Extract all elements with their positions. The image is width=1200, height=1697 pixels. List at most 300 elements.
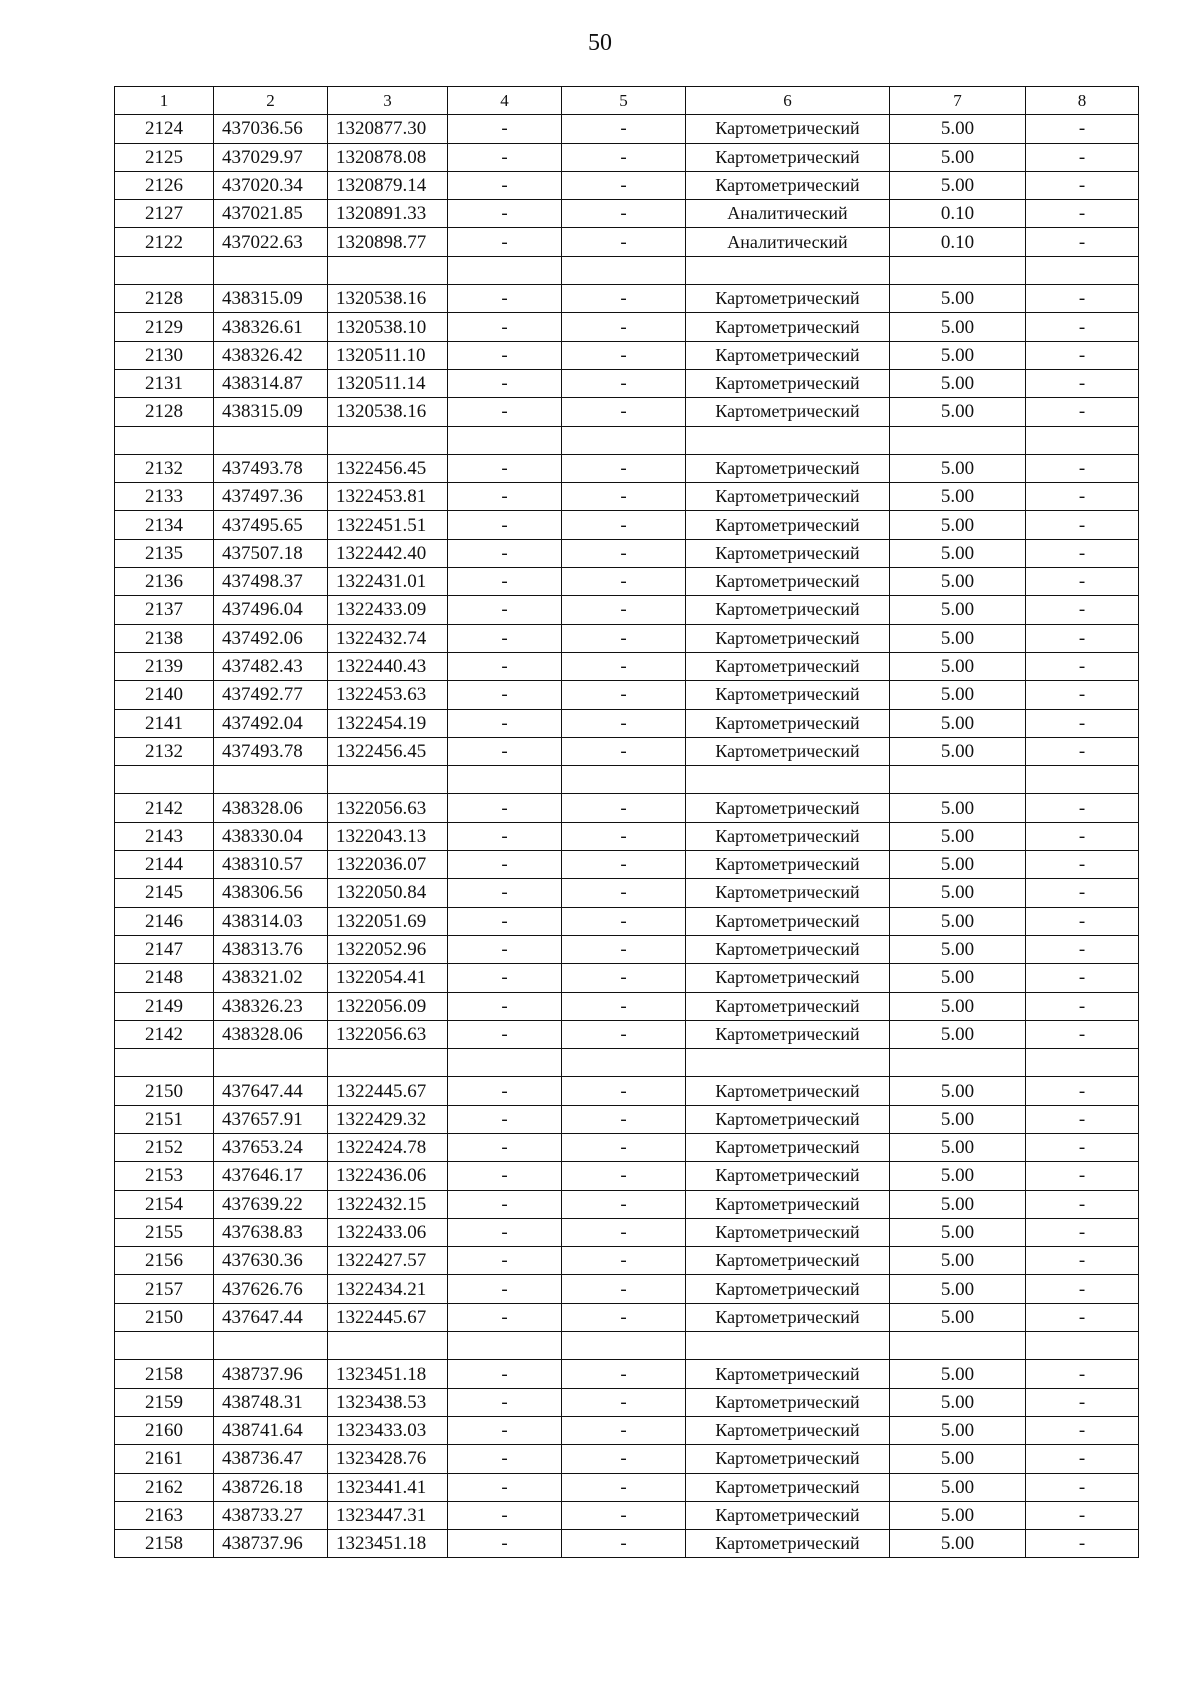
method-cell: Картометрический — [686, 1247, 890, 1275]
x-coordinate-cell: 438736.47 — [214, 1445, 328, 1473]
col5-cell — [562, 1332, 686, 1360]
col5-cell: - — [562, 1473, 686, 1501]
method-cell: Картометрический — [686, 624, 890, 652]
col5-cell: - — [562, 935, 686, 963]
point-number-cell: 2162 — [115, 1473, 214, 1501]
x-coordinate-cell: 438748.31 — [214, 1388, 328, 1416]
method-cell: Картометрический — [686, 1473, 890, 1501]
table-row — [115, 341, 1139, 369]
table-row — [115, 709, 1139, 737]
method-cell: Картометрический — [686, 1133, 890, 1161]
col8-cell: - — [1026, 1162, 1139, 1190]
x-coordinate-cell: 438321.02 — [214, 964, 328, 992]
col4-cell: - — [448, 1416, 562, 1444]
col5-cell: - — [562, 1020, 686, 1048]
x-coordinate-cell: 437493.78 — [214, 737, 328, 765]
col4-cell: - — [448, 1303, 562, 1331]
col4-cell: - — [448, 398, 562, 426]
accuracy-cell: 5.00 — [890, 652, 1026, 680]
y-coordinate-cell: 1323451.18 — [328, 1360, 448, 1388]
table-row — [115, 115, 1139, 143]
method-cell: Картометрический — [686, 1105, 890, 1133]
y-coordinate-cell: 1322043.13 — [328, 822, 448, 850]
column-header: 6 — [686, 87, 890, 115]
accuracy-cell: 5.00 — [890, 398, 1026, 426]
y-coordinate-cell: 1320538.16 — [328, 398, 448, 426]
point-number-cell: 2150 — [115, 1077, 214, 1105]
x-coordinate-cell: 437626.76 — [214, 1275, 328, 1303]
point-number-cell — [115, 1332, 214, 1360]
col5-cell: - — [562, 1530, 686, 1558]
y-coordinate-cell: 1322453.81 — [328, 483, 448, 511]
accuracy-cell: 5.00 — [890, 1247, 1026, 1275]
separator-row — [115, 1332, 1139, 1360]
y-coordinate-cell: 1323451.18 — [328, 1530, 448, 1558]
table-row — [115, 1530, 1139, 1558]
table-row — [115, 539, 1139, 567]
y-coordinate-cell — [328, 1049, 448, 1077]
accuracy-cell: 0.10 — [890, 200, 1026, 228]
page-number: 50 — [588, 30, 612, 56]
col8-cell: - — [1026, 369, 1139, 397]
method-cell: Картометрический — [686, 1190, 890, 1218]
accuracy-cell: 5.00 — [890, 596, 1026, 624]
point-number-cell: 2161 — [115, 1445, 214, 1473]
x-coordinate-cell: 437036.56 — [214, 115, 328, 143]
col8-cell: - — [1026, 1218, 1139, 1246]
table-row — [115, 1473, 1139, 1501]
point-number-cell: 2155 — [115, 1218, 214, 1246]
col5-cell: - — [562, 1218, 686, 1246]
col5-cell: - — [562, 624, 686, 652]
col4-cell: - — [448, 115, 562, 143]
point-number-cell: 2133 — [115, 483, 214, 511]
accuracy-cell — [890, 1049, 1026, 1077]
x-coordinate-cell: 438326.42 — [214, 341, 328, 369]
method-cell: Картометрический — [686, 737, 890, 765]
table-row — [115, 171, 1139, 199]
point-number-cell: 2149 — [115, 992, 214, 1020]
col4-cell: - — [448, 369, 562, 397]
col8-cell: - — [1026, 511, 1139, 539]
method-cell: Картометрический — [686, 1360, 890, 1388]
method-cell — [686, 1049, 890, 1077]
column-header: 5 — [562, 87, 686, 115]
x-coordinate-cell: 438314.87 — [214, 369, 328, 397]
col4-cell: - — [448, 341, 562, 369]
method-cell: Аналитический — [686, 200, 890, 228]
method-cell: Картометрический — [686, 171, 890, 199]
y-coordinate-cell: 1320877.30 — [328, 115, 448, 143]
y-coordinate-cell: 1323447.31 — [328, 1501, 448, 1529]
y-coordinate-cell: 1322427.57 — [328, 1247, 448, 1275]
point-number-cell: 2137 — [115, 596, 214, 624]
table-row — [115, 1360, 1139, 1388]
accuracy-cell: 5.00 — [890, 1105, 1026, 1133]
method-cell: Картометрический — [686, 1445, 890, 1473]
col8-cell: - — [1026, 1530, 1139, 1558]
y-coordinate-cell — [328, 256, 448, 284]
y-coordinate-cell: 1322442.40 — [328, 539, 448, 567]
col5-cell: - — [562, 341, 686, 369]
x-coordinate-cell: 437482.43 — [214, 652, 328, 680]
col5-cell: - — [562, 964, 686, 992]
accuracy-cell: 5.00 — [890, 935, 1026, 963]
col8-cell: - — [1026, 1275, 1139, 1303]
accuracy-cell: 5.00 — [890, 1360, 1026, 1388]
col4-cell: - — [448, 1530, 562, 1558]
col5-cell: - — [562, 285, 686, 313]
accuracy-cell: 5.00 — [890, 285, 1026, 313]
y-coordinate-cell: 1322456.45 — [328, 737, 448, 765]
col8-cell: - — [1026, 1077, 1139, 1105]
accuracy-cell: 5.00 — [890, 907, 1026, 935]
point-number-cell: 2146 — [115, 907, 214, 935]
method-cell: Картометрический — [686, 1020, 890, 1048]
accuracy-cell: 5.00 — [890, 1445, 1026, 1473]
point-number-cell: 2124 — [115, 115, 214, 143]
point-number-cell: 2122 — [115, 228, 214, 256]
accuracy-cell: 5.00 — [890, 1190, 1026, 1218]
table-row — [115, 1501, 1139, 1529]
col5-cell: - — [562, 879, 686, 907]
col4-cell: - — [448, 1501, 562, 1529]
x-coordinate-cell — [214, 256, 328, 284]
method-cell: Картометрический — [686, 652, 890, 680]
x-coordinate-cell — [214, 426, 328, 454]
method-cell: Картометрический — [686, 1501, 890, 1529]
accuracy-cell: 5.00 — [890, 1218, 1026, 1246]
x-coordinate-cell: 438741.64 — [214, 1416, 328, 1444]
col8-cell: - — [1026, 1105, 1139, 1133]
point-number-cell — [115, 426, 214, 454]
accuracy-cell: 5.00 — [890, 171, 1026, 199]
point-number-cell: 2158 — [115, 1360, 214, 1388]
x-coordinate-cell: 438326.23 — [214, 992, 328, 1020]
method-cell: Картометрический — [686, 143, 890, 171]
method-cell — [686, 1332, 890, 1360]
table-row — [115, 1162, 1139, 1190]
point-number-cell: 2142 — [115, 794, 214, 822]
x-coordinate-cell: 438737.96 — [214, 1530, 328, 1558]
col4-cell: - — [448, 143, 562, 171]
point-number-cell: 2156 — [115, 1247, 214, 1275]
table-row — [115, 228, 1139, 256]
y-coordinate-cell: 1320891.33 — [328, 200, 448, 228]
method-cell: Картометрический — [686, 313, 890, 341]
col4-cell: - — [448, 1162, 562, 1190]
col5-cell: - — [562, 483, 686, 511]
col8-cell: - — [1026, 1445, 1139, 1473]
x-coordinate-cell: 437639.22 — [214, 1190, 328, 1218]
col8-cell: - — [1026, 1388, 1139, 1416]
col8-cell: - — [1026, 879, 1139, 907]
y-coordinate-cell: 1323428.76 — [328, 1445, 448, 1473]
accuracy-cell: 5.00 — [890, 511, 1026, 539]
y-coordinate-cell: 1322436.06 — [328, 1162, 448, 1190]
accuracy-cell: 5.00 — [890, 143, 1026, 171]
x-coordinate-cell: 437493.78 — [214, 454, 328, 482]
col8-cell: - — [1026, 171, 1139, 199]
point-number-cell: 2132 — [115, 737, 214, 765]
y-coordinate-cell — [328, 426, 448, 454]
point-number-cell: 2160 — [115, 1416, 214, 1444]
col5-cell: - — [562, 1105, 686, 1133]
col8-cell: - — [1026, 200, 1139, 228]
col4-cell: - — [448, 1275, 562, 1303]
y-coordinate-cell — [328, 766, 448, 794]
col8-cell: - — [1026, 228, 1139, 256]
y-coordinate-cell: 1322433.06 — [328, 1218, 448, 1246]
table-row — [115, 483, 1139, 511]
col4-cell: - — [448, 992, 562, 1020]
point-number-cell: 2135 — [115, 539, 214, 567]
point-number-cell: 2126 — [115, 171, 214, 199]
point-number-cell: 2129 — [115, 313, 214, 341]
accuracy-cell — [890, 1332, 1026, 1360]
y-coordinate-cell: 1322054.41 — [328, 964, 448, 992]
col4-cell: - — [448, 737, 562, 765]
col8-cell: - — [1026, 539, 1139, 567]
col4-cell: - — [448, 171, 562, 199]
col8-cell: - — [1026, 851, 1139, 879]
col4-cell — [448, 1049, 562, 1077]
table-row — [115, 624, 1139, 652]
col5-cell: - — [562, 1247, 686, 1275]
col5-cell: - — [562, 568, 686, 596]
x-coordinate-cell: 437507.18 — [214, 539, 328, 567]
accuracy-cell: 5.00 — [890, 624, 1026, 652]
x-coordinate-cell: 437638.83 — [214, 1218, 328, 1246]
col8-cell: - — [1026, 681, 1139, 709]
col5-cell: - — [562, 794, 686, 822]
x-coordinate-cell: 437029.97 — [214, 143, 328, 171]
y-coordinate-cell: 1322453.63 — [328, 681, 448, 709]
x-coordinate-cell: 438330.04 — [214, 822, 328, 850]
x-coordinate-cell: 437492.77 — [214, 681, 328, 709]
x-coordinate-cell: 437498.37 — [214, 568, 328, 596]
accuracy-cell: 5.00 — [890, 483, 1026, 511]
col8-cell: - — [1026, 709, 1139, 737]
y-coordinate-cell: 1322429.32 — [328, 1105, 448, 1133]
col4-cell: - — [448, 681, 562, 709]
x-coordinate-cell: 438314.03 — [214, 907, 328, 935]
col8-cell: - — [1026, 964, 1139, 992]
method-cell: Картометрический — [686, 709, 890, 737]
accuracy-cell: 5.00 — [890, 879, 1026, 907]
accuracy-cell: 5.00 — [890, 1473, 1026, 1501]
column-header: 3 — [328, 87, 448, 115]
col8-cell: - — [1026, 115, 1139, 143]
table-row — [115, 992, 1139, 1020]
col4-cell: - — [448, 709, 562, 737]
table-row — [115, 511, 1139, 539]
col5-cell: - — [562, 1133, 686, 1161]
col5-cell — [562, 766, 686, 794]
y-coordinate-cell: 1322051.69 — [328, 907, 448, 935]
table-row — [115, 200, 1139, 228]
x-coordinate-cell: 438310.57 — [214, 851, 328, 879]
accuracy-cell: 5.00 — [890, 369, 1026, 397]
method-cell: Картометрический — [686, 1416, 890, 1444]
method-cell: Картометрический — [686, 568, 890, 596]
table-row — [115, 285, 1139, 313]
col4-cell: - — [448, 907, 562, 935]
col5-cell: - — [562, 1190, 686, 1218]
x-coordinate-cell: 438737.96 — [214, 1360, 328, 1388]
method-cell: Картометрический — [686, 454, 890, 482]
col4-cell — [448, 1332, 562, 1360]
col8-cell: - — [1026, 454, 1139, 482]
accuracy-cell: 5.00 — [890, 822, 1026, 850]
table-row — [115, 1133, 1139, 1161]
accuracy-cell: 5.00 — [890, 709, 1026, 737]
point-number-cell: 2139 — [115, 652, 214, 680]
col4-cell: - — [448, 1105, 562, 1133]
accuracy-cell — [890, 256, 1026, 284]
column-header: 1 — [115, 87, 214, 115]
separator-row — [115, 766, 1139, 794]
col5-cell: - — [562, 1388, 686, 1416]
x-coordinate-cell: 437020.34 — [214, 171, 328, 199]
point-number-cell: 2130 — [115, 341, 214, 369]
col4-cell: - — [448, 1077, 562, 1105]
table-row — [115, 1388, 1139, 1416]
col5-cell — [562, 426, 686, 454]
y-coordinate-cell: 1320538.10 — [328, 313, 448, 341]
y-coordinate-cell: 1322451.51 — [328, 511, 448, 539]
table-row — [115, 1275, 1139, 1303]
col8-cell: - — [1026, 1190, 1139, 1218]
accuracy-cell: 5.00 — [890, 539, 1026, 567]
col8-cell: - — [1026, 398, 1139, 426]
x-coordinate-cell: 437657.91 — [214, 1105, 328, 1133]
table-row — [115, 879, 1139, 907]
col5-cell: - — [562, 681, 686, 709]
col5-cell: - — [562, 907, 686, 935]
table-row — [115, 568, 1139, 596]
table-row — [115, 398, 1139, 426]
col4-cell: - — [448, 1190, 562, 1218]
separator-row — [115, 1049, 1139, 1077]
accuracy-cell: 5.00 — [890, 454, 1026, 482]
col8-cell: - — [1026, 483, 1139, 511]
method-cell: Картометрический — [686, 1388, 890, 1416]
x-coordinate-cell: 437495.65 — [214, 511, 328, 539]
y-coordinate-cell: 1320538.16 — [328, 285, 448, 313]
col8-cell — [1026, 426, 1139, 454]
x-coordinate-cell — [214, 1049, 328, 1077]
table-row — [115, 1218, 1139, 1246]
col5-cell: - — [562, 652, 686, 680]
col5-cell: - — [562, 171, 686, 199]
col8-cell: - — [1026, 1020, 1139, 1048]
x-coordinate-cell: 438328.06 — [214, 1020, 328, 1048]
point-number-cell: 2157 — [115, 1275, 214, 1303]
col8-cell: - — [1026, 1473, 1139, 1501]
y-coordinate-cell: 1322052.96 — [328, 935, 448, 963]
method-cell: Картометрический — [686, 1218, 890, 1246]
col8-cell: - — [1026, 935, 1139, 963]
col5-cell: - — [562, 737, 686, 765]
y-coordinate-cell: 1323441.41 — [328, 1473, 448, 1501]
col8-cell: - — [1026, 1360, 1139, 1388]
col4-cell: - — [448, 511, 562, 539]
table-row — [115, 1416, 1139, 1444]
col8-cell: - — [1026, 1303, 1139, 1331]
accuracy-cell: 5.00 — [890, 992, 1026, 1020]
method-cell: Картометрический — [686, 1530, 890, 1558]
col4-cell: - — [448, 1020, 562, 1048]
col5-cell: - — [562, 1501, 686, 1529]
method-cell: Картометрический — [686, 398, 890, 426]
point-number-cell: 2144 — [115, 851, 214, 879]
method-cell: Картометрический — [686, 369, 890, 397]
point-number-cell — [115, 1049, 214, 1077]
method-cell: Картометрический — [686, 511, 890, 539]
col4-cell: - — [448, 624, 562, 652]
col4-cell — [448, 426, 562, 454]
col8-cell: - — [1026, 313, 1139, 341]
method-cell: Картометрический — [686, 341, 890, 369]
col5-cell: - — [562, 851, 686, 879]
point-number-cell: 2147 — [115, 935, 214, 963]
col5-cell: - — [562, 200, 686, 228]
table-row — [115, 1105, 1139, 1133]
col5-cell: - — [562, 1162, 686, 1190]
col8-cell: - — [1026, 1501, 1139, 1529]
point-number-cell: 2136 — [115, 568, 214, 596]
col4-cell: - — [448, 1473, 562, 1501]
col8-cell: - — [1026, 737, 1139, 765]
method-cell: Картометрический — [686, 822, 890, 850]
col8-cell — [1026, 256, 1139, 284]
x-coordinate-cell: 438733.27 — [214, 1501, 328, 1529]
col5-cell: - — [562, 1360, 686, 1388]
col5-cell: - — [562, 369, 686, 397]
x-coordinate-cell: 438326.61 — [214, 313, 328, 341]
accuracy-cell: 5.00 — [890, 1020, 1026, 1048]
col8-cell: - — [1026, 568, 1139, 596]
y-coordinate-cell: 1322432.15 — [328, 1190, 448, 1218]
col5-cell: - — [562, 1275, 686, 1303]
table-body — [115, 87, 1139, 1558]
method-cell: Картометрический — [686, 992, 890, 1020]
col8-cell: - — [1026, 1247, 1139, 1275]
point-number-cell: 2143 — [115, 822, 214, 850]
col4-cell: - — [448, 596, 562, 624]
col4-cell: - — [448, 285, 562, 313]
col8-cell: - — [1026, 143, 1139, 171]
method-cell: Картометрический — [686, 483, 890, 511]
col5-cell: - — [562, 313, 686, 341]
point-number-cell: 2141 — [115, 709, 214, 737]
table-row — [115, 935, 1139, 963]
y-coordinate-cell: 1322454.19 — [328, 709, 448, 737]
method-cell — [686, 256, 890, 284]
col4-cell: - — [448, 1247, 562, 1275]
col5-cell: - — [562, 398, 686, 426]
col5-cell: - — [562, 115, 686, 143]
y-coordinate-cell: 1322056.09 — [328, 992, 448, 1020]
col8-cell — [1026, 1332, 1139, 1360]
point-number-cell: 2125 — [115, 143, 214, 171]
y-coordinate-cell: 1322036.07 — [328, 851, 448, 879]
table-header-row — [115, 87, 1139, 115]
method-cell: Картометрический — [686, 851, 890, 879]
point-number-cell: 2153 — [115, 1162, 214, 1190]
separator-row — [115, 256, 1139, 284]
